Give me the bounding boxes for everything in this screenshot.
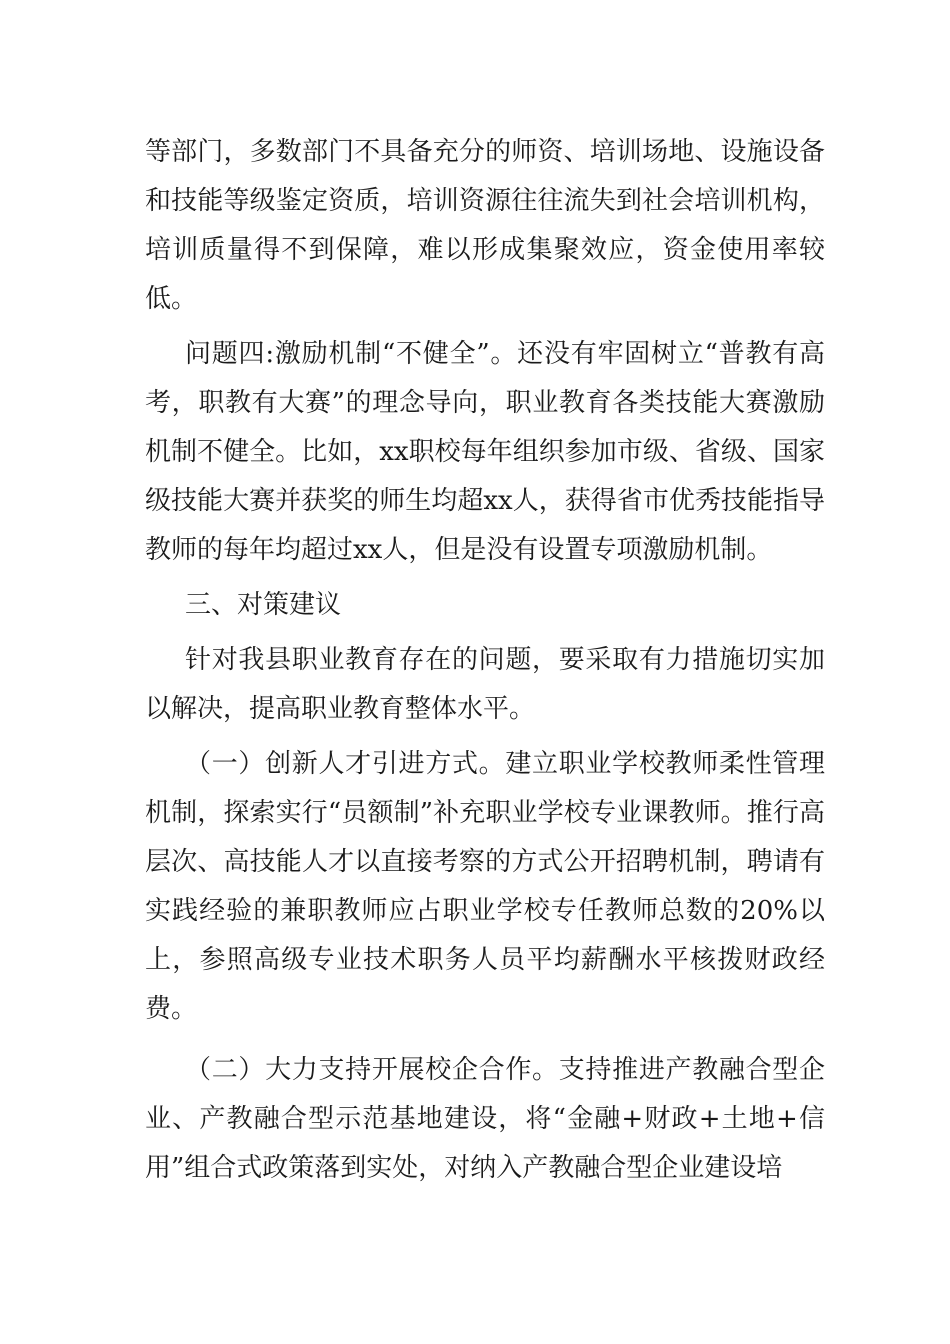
document-body bbox=[145, 128, 825, 1193]
paragraph-school-enterprise-cooperation: （二）大力支持开展校企合作。支持推进产教融合型企业、产教融合型示范基地建设，将“金融+财政+土地+信用”组合式政策落到实处，对纳入产教融合型企业建设培 bbox=[145, 1055, 825, 1183]
paragraph-talent-recruitment: （一）创新人才引进方式。建立职业学校教师柔性管理机制，探索实行“员额制”补充职业学校专业课教师。推行高层次、高技能人才以直接考察的方式公开招聘机制，聘请有实践经验的兼职教师应占职业学校专任教师总数的20%以上，参照高级专业技术职务人员平均薪酬水平核拨财政经费。 bbox=[145, 749, 825, 1024]
paragraph-continuation: 等部门，多数部门不具备充分的师资、培训场地、设施设备和技能等级鉴定资质，培训资源往往流失到社会培训机构，培训质量得不到保障，难以形成集聚效应，资金使用率较低。 bbox=[145, 137, 825, 314]
paragraph-problem-four: 问题四:激励机制“不健全”。还没有牢固树立“普教有高考，职教有大赛”的理念导向，职业教育各类技能大赛激励机制不健全。比如，xx职校每年组织参加市级、省级、国家级技能大赛并获奖的师生均超xx人，获得省市优秀技能指导教师的每年均超过xx人，但是没有设置专项激励机制。 bbox=[145, 339, 825, 565]
section-heading-countermeasures: 三、对策建议 bbox=[185, 590, 342, 620]
paragraph-intro: 针对我县职业教育存在的问题，要采取有力措施切实加以解决，提高职业教育整体水平。 bbox=[145, 645, 825, 724]
